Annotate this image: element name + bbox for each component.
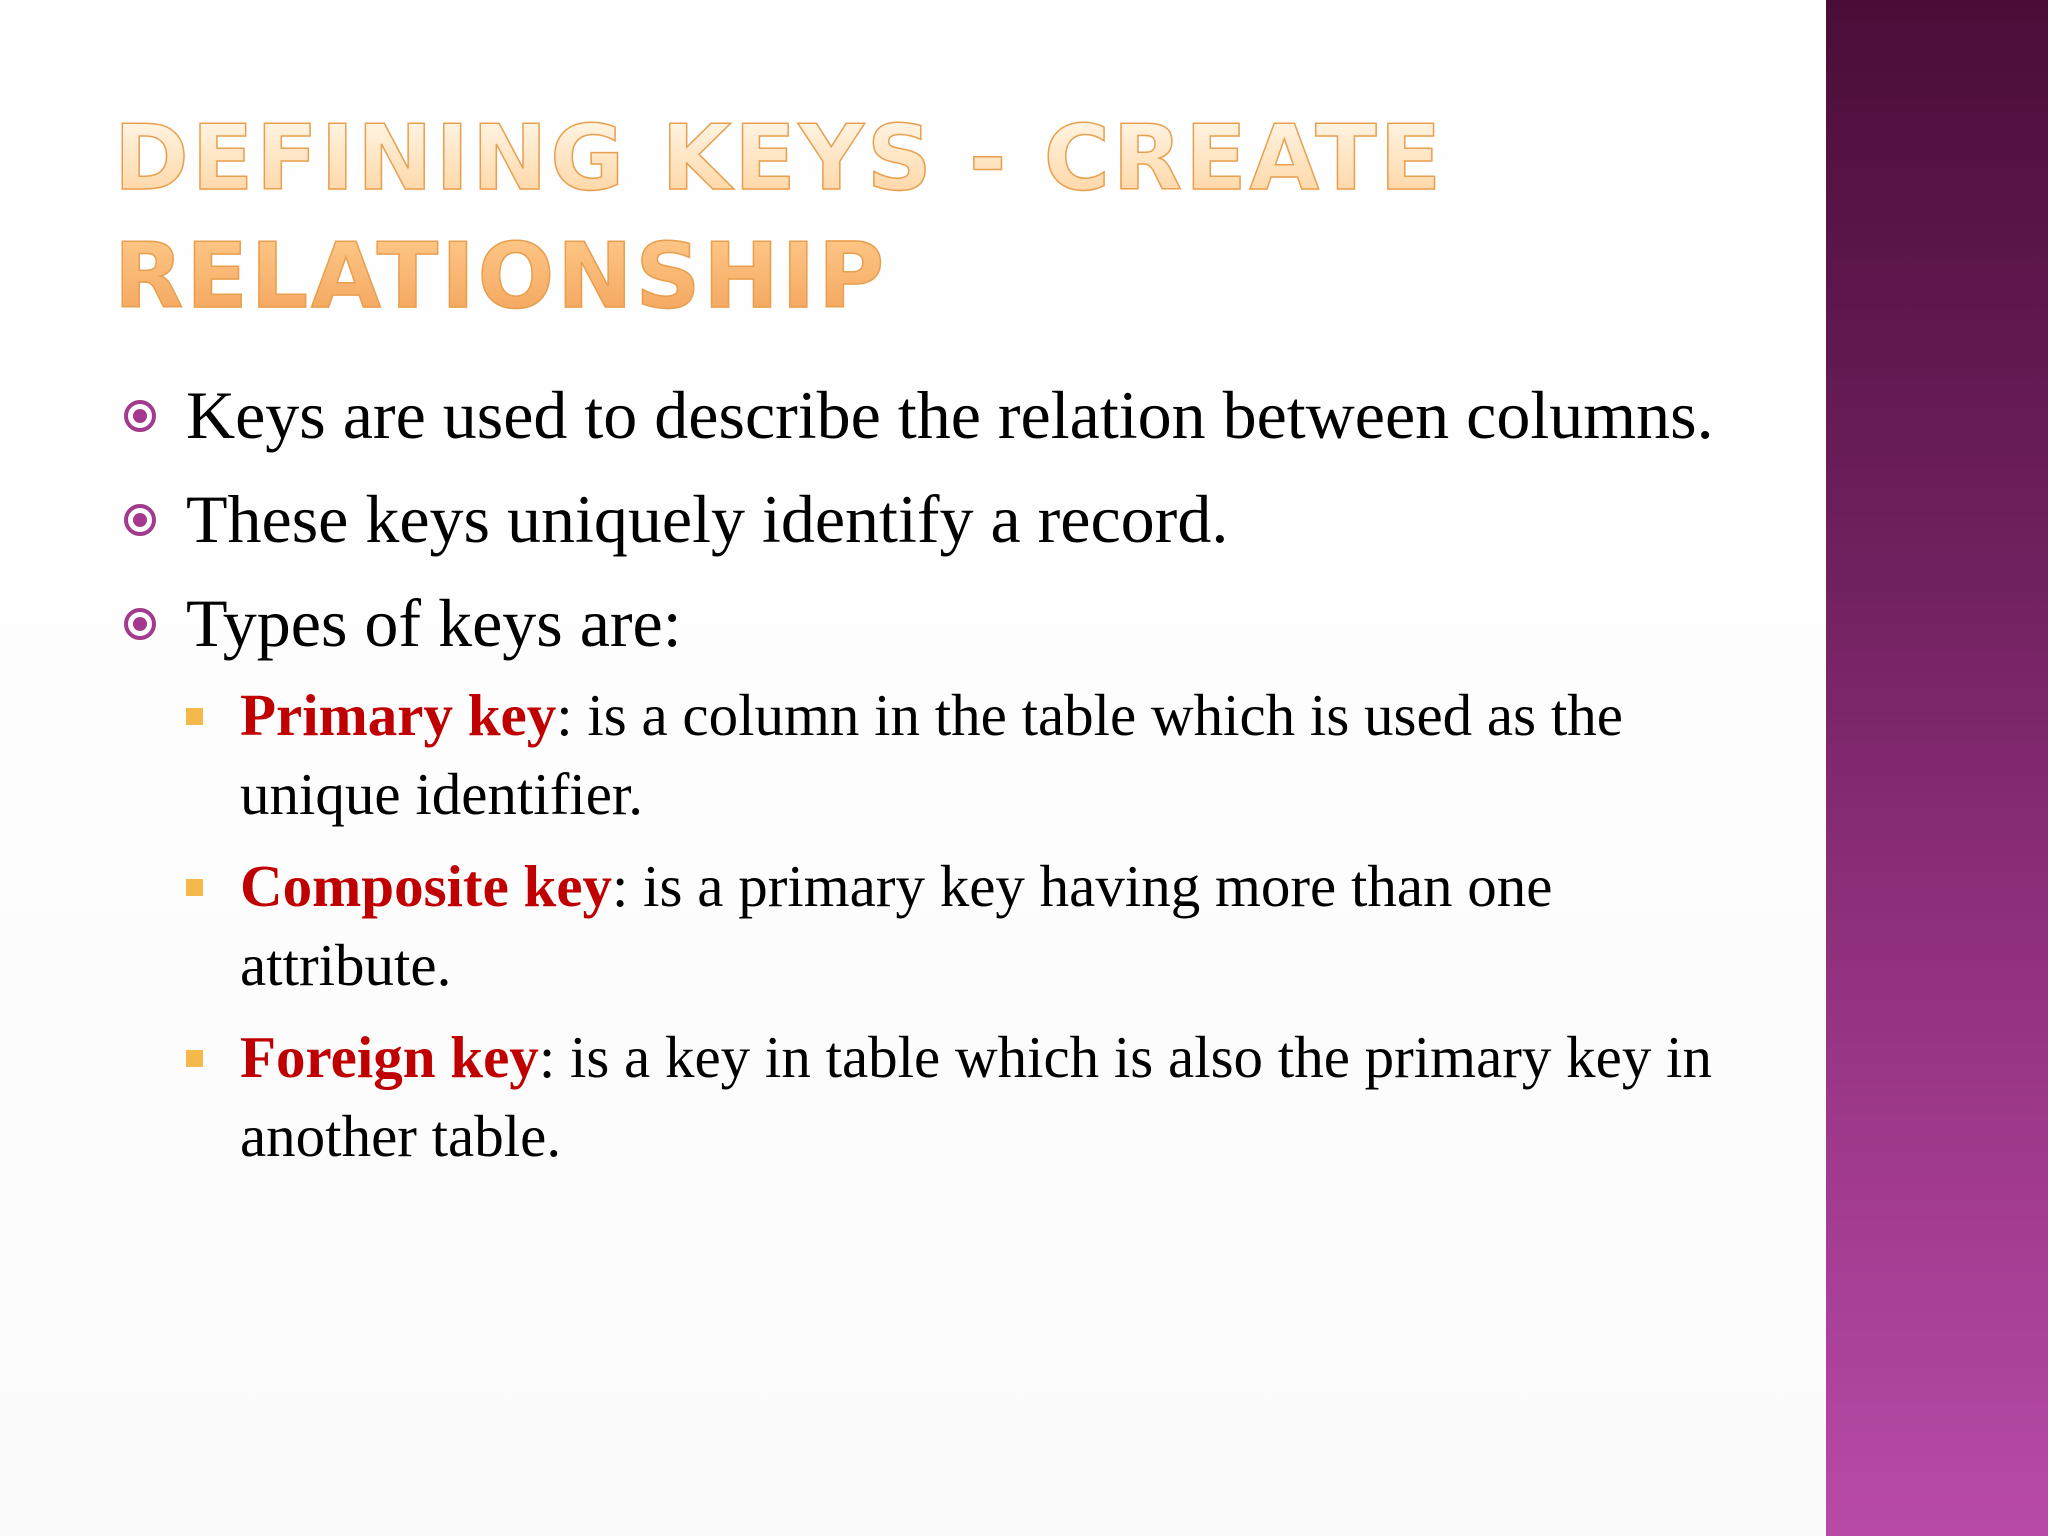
square-bullet-icon [186,708,203,725]
circle-dot-icon [124,504,156,536]
bullet-item [124,372,1724,458]
bullet-item [124,476,1724,562]
square-bullet-icon [186,879,203,896]
decorative-side-bar [1826,0,2048,1536]
sub-bullet-item [186,676,1760,834]
key-term: Primary key [240,682,557,748]
key-definition: : is a column in the table which is used as the unique identifier. [240,682,1623,827]
circle-dot-icon [124,400,156,432]
square-bullet-icon [186,1050,203,1067]
bullet-text: Keys are used to describe the relation between columns. [186,377,1714,453]
bullet-list [124,372,1724,1194]
key-definition: : is a key in table which is also the primary key in another table. [240,1024,1712,1169]
key-definition: : is a primary key having more than one attribute. [240,853,1553,998]
circle-dot-icon [124,608,156,640]
key-types-list [186,676,1724,1176]
slide-title: DEFINING KEYS - CREATE RELATIONSHIP [114,100,1614,336]
bullet-text: These keys uniquely identify a record. [186,481,1229,557]
key-term: Composite key [240,853,613,919]
sub-bullet-item [186,847,1760,1005]
sub-bullet-item [186,1018,1760,1176]
bullet-item [124,580,1724,1176]
key-term: Foreign key [240,1024,539,1090]
bullet-text: Types of keys are: [186,585,682,661]
